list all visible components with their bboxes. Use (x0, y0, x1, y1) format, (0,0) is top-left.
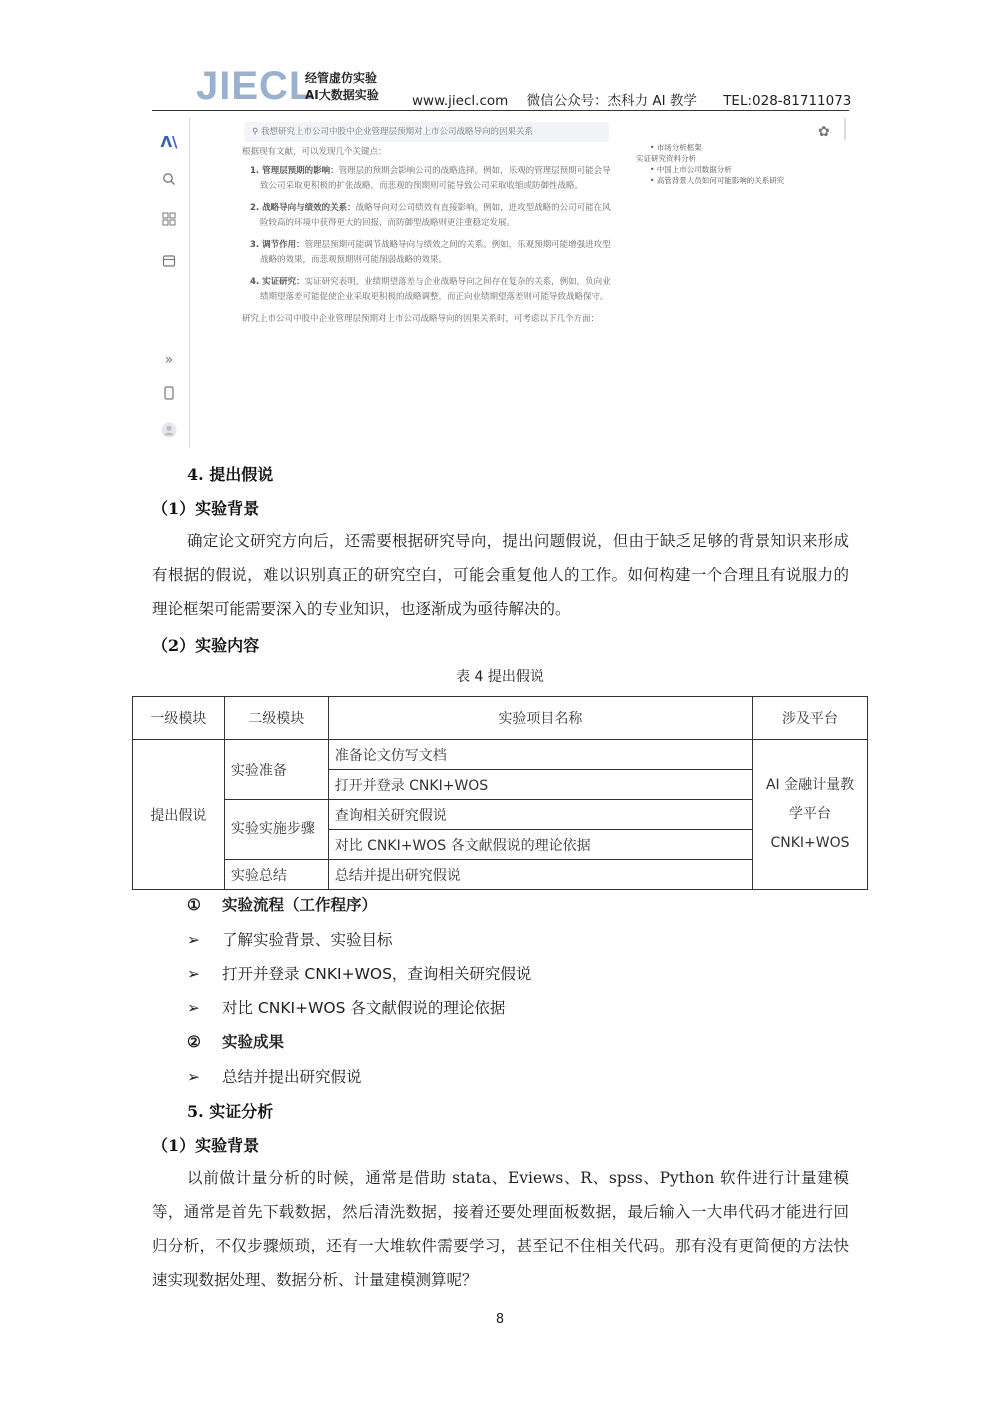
archive-icon[interactable] (159, 254, 179, 274)
jiecl-logo: JIECL (196, 64, 315, 108)
logo-subtitle (305, 70, 379, 104)
answer-closing: 研究上市公司中股中企业管理层预期对上市公司战略导向的因果关系时，可考虑以下几个方面： (242, 313, 600, 324)
section4-content-heading: （2）实验内容 (152, 636, 260, 655)
embedded-screenshot (152, 118, 849, 448)
section4-background-text: 确定论文研究方向后，还需要根据研究导向，提出问题假说，但由于缺乏足够的背景知识来形成有根据的假说，难以识别真正的研究空白，可能会重复他人的工作。如何构建一个合理且有说服力的理论框架可能需要深入的专业知识，也逐渐成为亟待解决的。 (152, 532, 849, 618)
section5-background-text: 以前做计量分析的时候，通常是借助 stata、Eviews、R、spss、Python 软件进行计量建模等，通常是首先下载数据，然后清洗数据，接着还要处理面板数据，最后输入一大串代码才能进行回归分析，不仅步骤烦琐，还有一大堆软件需要学习，甚至记不住相关代码。那有没有更简便的方法快速实现数据处理、数据分析、计量建模测算呢？ (152, 1169, 849, 1289)
item-cell: 准备论文仿写文档 (328, 740, 752, 770)
panel-line: • 高管背景人员如何可能影响的关系研究 (650, 176, 785, 185)
reference-panel (636, 142, 848, 214)
arrow-bullet-icon: ➢ (187, 931, 200, 949)
flow-item: ➢ 了解实验背景、实验目标 (187, 931, 393, 949)
item-cell: 总结并提出研究假说 (328, 860, 752, 890)
platform-cell: AI 金融计量教学平台 CNKI+WOS (753, 740, 868, 890)
panel-line: 实证研究资料分析 (636, 154, 696, 163)
logo-subtitle-line2: AI大数据实验 (305, 88, 379, 102)
section4-heading: 4. 提出假说 (187, 465, 274, 484)
header-contact (412, 89, 851, 109)
page-number: 8 (495, 1312, 505, 1327)
panel-line: • 中国上市公司数据分析 (650, 165, 732, 174)
level2-cell: 实验实施步骤 (224, 800, 328, 860)
app-logo-icon[interactable]: Ʌ\ (160, 133, 178, 151)
panel-edge (844, 118, 846, 140)
flow-item: ➢ 打开并登录 CNKI+WOS，查询相关研究假说 (187, 965, 532, 983)
sidebar-divider (189, 118, 190, 448)
level1-cell: 提出假说 (133, 740, 225, 890)
table-row (133, 740, 868, 770)
answer-item: 1. 管理层预期的影响：管理层的预期会影响公司的战略选择。例如，乐观的管理层预期可能会导致公司采取更积极的扩张战略，而悲观的预期则可能导致公司采取收缩或防御性战略。 (250, 165, 611, 191)
expand-icon[interactable]: » (164, 352, 174, 368)
level2-cell: 实验准备 (224, 740, 328, 800)
grid-icon[interactable] (159, 212, 179, 232)
chat-query-text: 我想研究上市公司中股中企业管理层预期对上市公司战略导向的因果关系 (260, 127, 533, 137)
page-header (152, 62, 852, 111)
table-header-row (133, 697, 868, 740)
result-heading: ② 实验成果 (187, 1032, 285, 1051)
circled-number-1: ① (187, 895, 201, 914)
section5-background-heading: （1）实验背景 (152, 1136, 260, 1155)
table-header: 一级模块 (133, 697, 225, 740)
table-header: 二级模块 (224, 697, 328, 740)
tel-label: TEL:028-81711073 (723, 93, 852, 109)
table-header: 涉及平台 (753, 697, 868, 740)
item-cell: 对比 CNKI+WOS 各文献假说的理论依据 (328, 830, 752, 860)
item-cell: 打开并登录 CNKI+WOS (328, 770, 752, 800)
level2-cell: 实验总结 (224, 860, 328, 890)
ai-answer (242, 145, 614, 333)
experiment-table (132, 696, 868, 890)
item-cell: 查询相关研究假说 (328, 800, 752, 830)
user-avatar-icon[interactable] (159, 422, 179, 442)
arrow-bullet-icon: ➢ (187, 999, 200, 1017)
table-caption: 表 4 提出假说 (456, 669, 544, 685)
phone-icon[interactable] (159, 386, 179, 406)
website-link[interactable]: www.jiecl.com (412, 93, 509, 109)
logo-subtitle-line1: 经管虚仿实验 (305, 71, 378, 85)
wechat-label: 微信公众号：杰科力 AI 教学 (526, 93, 697, 109)
answer-item: 2. 战略导向与绩效的关系：战略导向对公司绩效有直接影响。例如，进攻型战略的公司可能在风险较高的环境中获得更大的回报，而防御型战略则更注重稳定发展。 (250, 202, 611, 228)
chat-query-box[interactable] (244, 122, 609, 142)
search-icon[interactable] (159, 172, 179, 192)
table-header: 实验项目名称 (328, 697, 752, 740)
search-icon: ⚲ (252, 127, 261, 137)
settings-icon[interactable]: ✿ (818, 124, 830, 140)
answer-intro: 根据现有文献，可以发现几个关键点： (242, 147, 387, 157)
flow-heading: ① 实验流程（工作程序） (187, 895, 378, 914)
section5-heading: 5. 实证分析 (187, 1102, 274, 1121)
answer-item: 4. 实证研究：实证研究表明，业绩期望落差与企业战略导向之间存在复杂的关系，例如，负向业绩期望落差可能促使企业采取更积极的战略调整，而正向业绩期望落差则可能导致战略保守。 (250, 276, 611, 302)
panel-line: • 市场分析框架 (650, 143, 702, 152)
result-item: ➢ 总结并提出研究假说 (187, 1068, 362, 1086)
answer-item: 3. 调节作用：管理层预期可能调节战略导向与绩效之间的关系。例如，乐观预期可能增强进攻型战略的效果，而悲观预期则可能削弱战略的效果。 (250, 239, 611, 265)
arrow-bullet-icon: ➢ (187, 965, 200, 983)
arrow-bullet-icon: ➢ (187, 1068, 200, 1086)
section4-background-heading: （1）实验背景 (152, 499, 260, 518)
flow-item: ➢ 对比 CNKI+WOS 各文献假说的理论依据 (187, 999, 506, 1017)
app-sidebar (152, 118, 188, 448)
circled-number-2: ② (187, 1032, 201, 1051)
